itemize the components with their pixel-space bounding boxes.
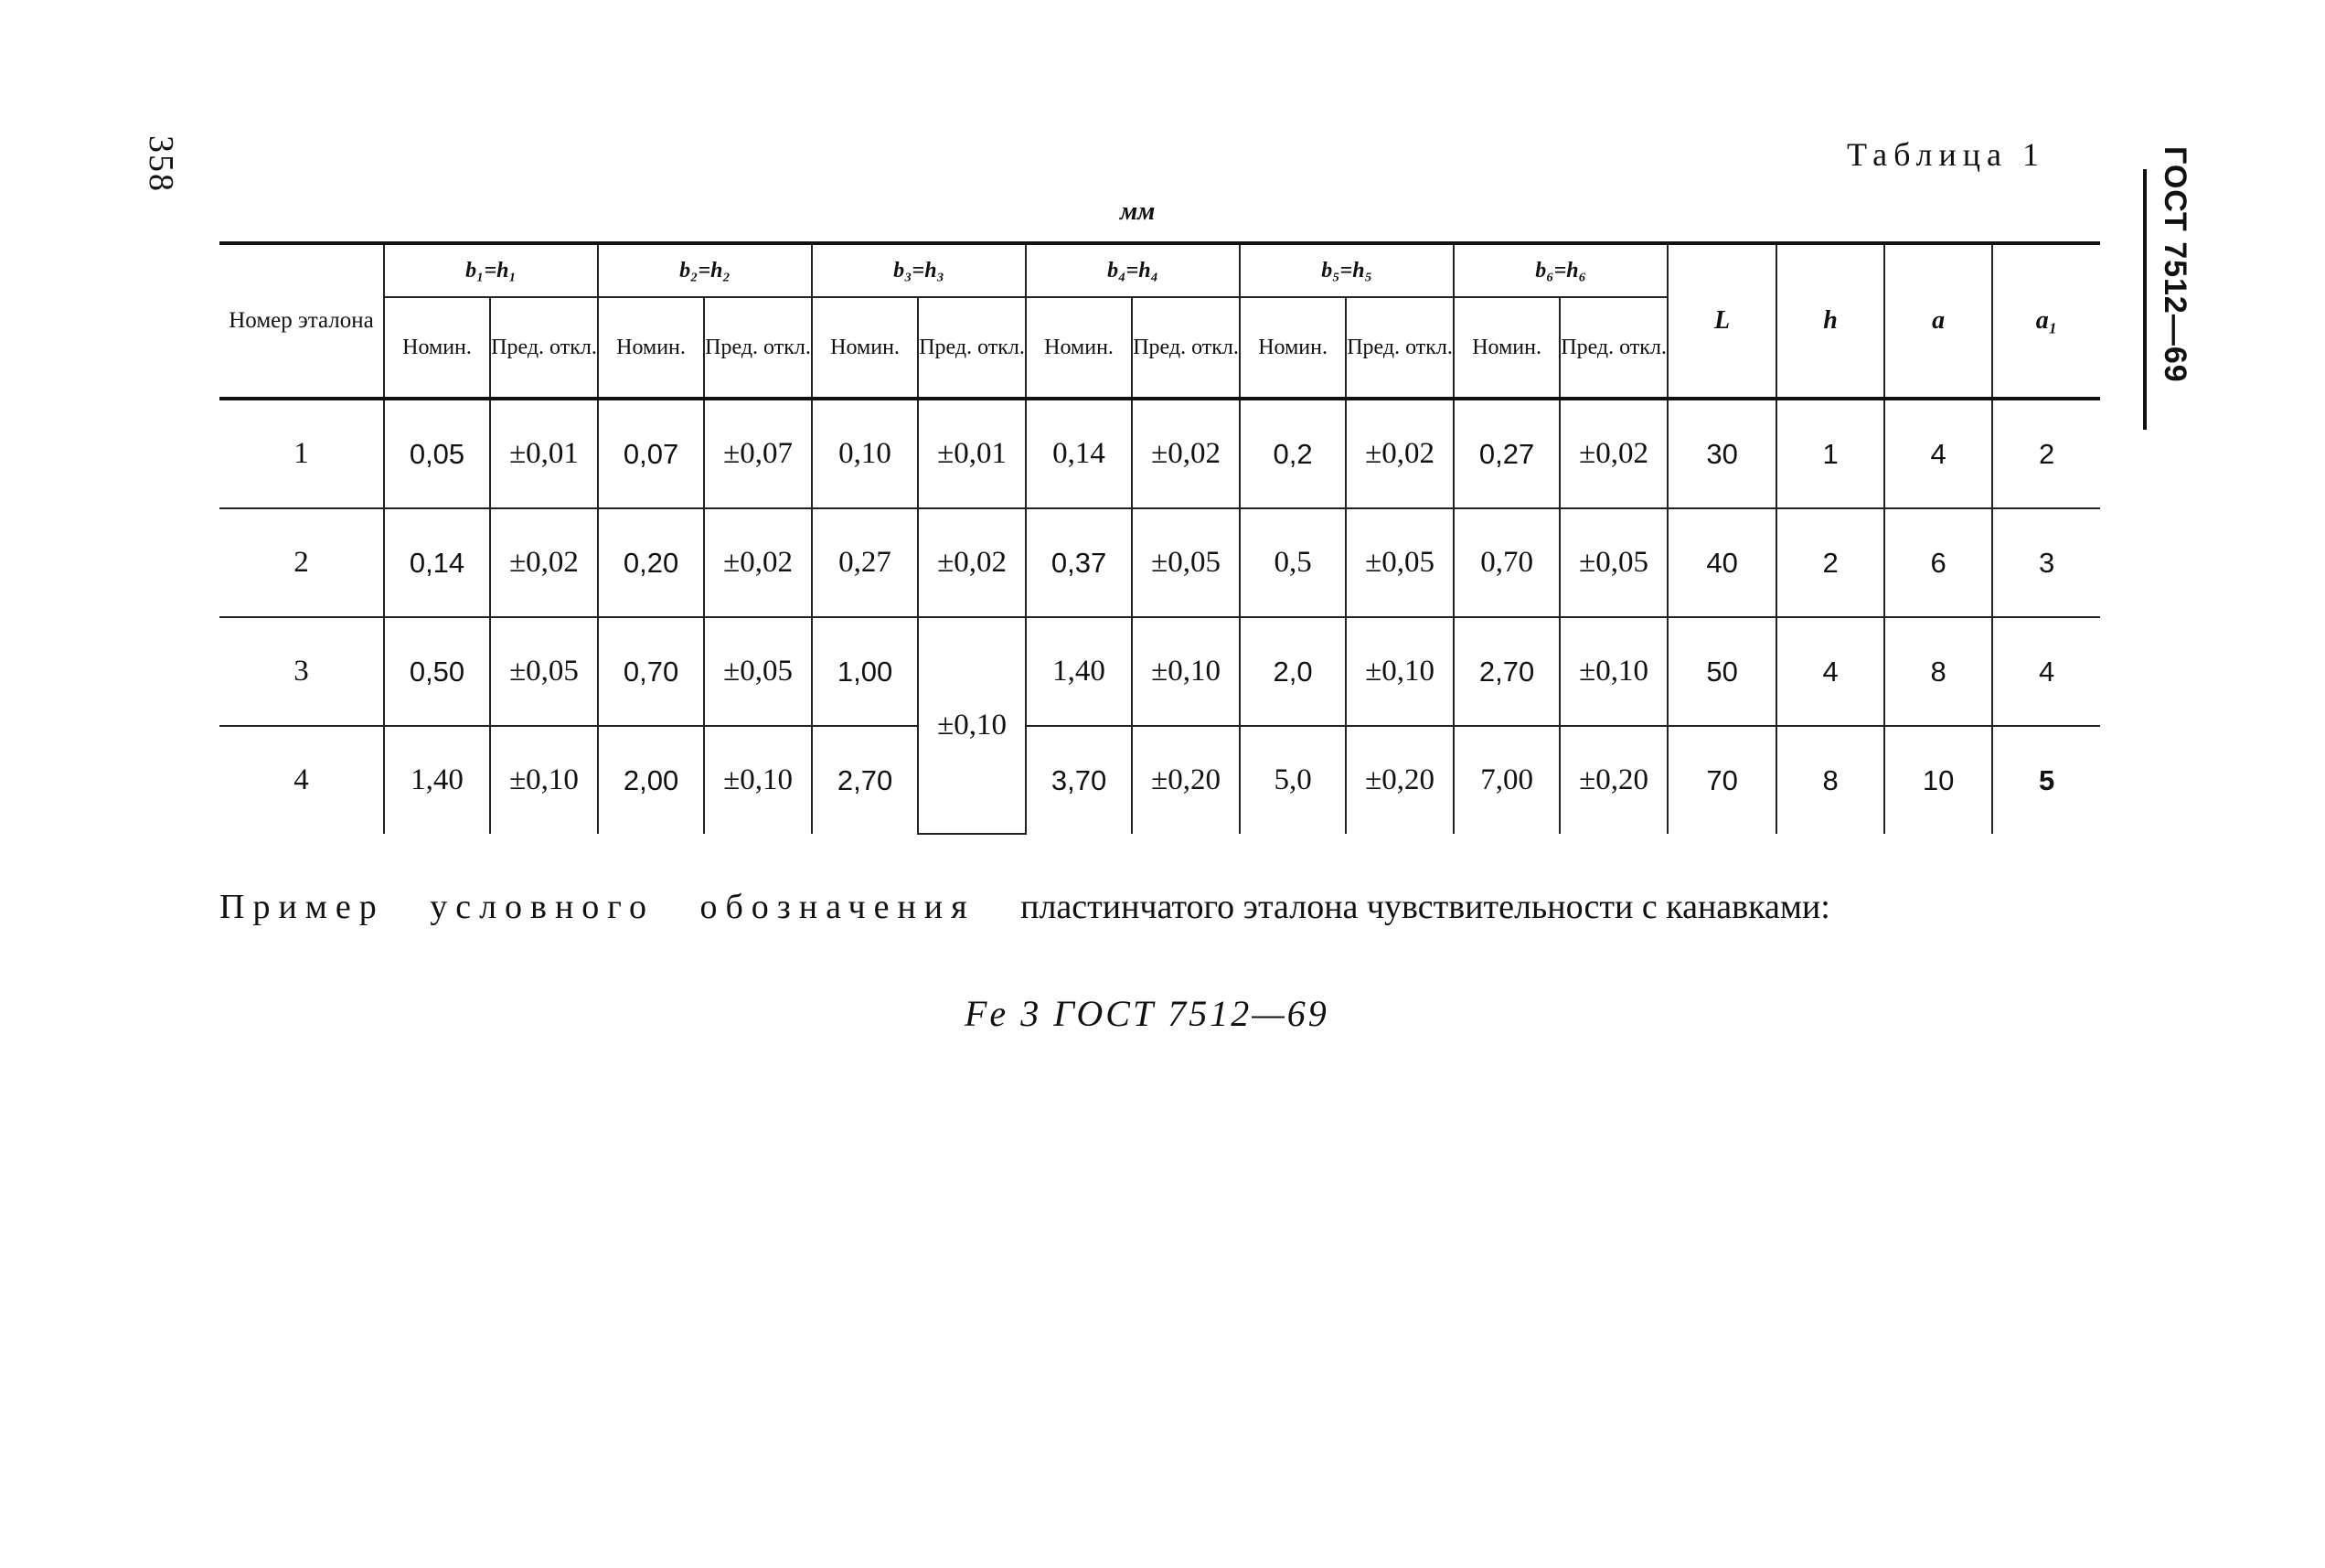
- cell-b4: 3,70: [1026, 726, 1132, 834]
- standard-side-label: ГОСТ 7512—69: [2158, 146, 2192, 383]
- cell-t2: ±0,02: [704, 508, 812, 617]
- cell-t5: ±0,10: [1346, 617, 1454, 726]
- cell-b3: 2,70: [812, 726, 918, 834]
- group-header-2: b₂=h₂: [598, 243, 812, 297]
- row-header: Номер эталона: [219, 243, 384, 399]
- cell-a: 10: [1884, 726, 1992, 834]
- cell-b1: 0,14: [384, 508, 490, 617]
- cell-b3: 0,27: [812, 508, 918, 617]
- cell-b3: 0,10: [812, 399, 918, 508]
- cell-t5: ±0,05: [1346, 508, 1454, 617]
- cell-b5: 0,5: [1240, 508, 1346, 617]
- cell-t1: ±0,02: [490, 508, 598, 617]
- cell-t6: ±0,20: [1560, 726, 1668, 834]
- page-number: 358: [142, 135, 180, 193]
- header-L: L: [1668, 243, 1776, 399]
- example-paragraph: [219, 887, 2085, 927]
- example-word-1: Пример: [219, 888, 385, 926]
- example-word-3: обозначения: [699, 888, 976, 926]
- cell-a1: 5: [1992, 726, 2100, 834]
- cell-L: 50: [1668, 617, 1776, 726]
- subheader-tolerance: Пред. откл.: [918, 297, 1026, 399]
- cell-t3-merged: ±0,10: [918, 617, 1026, 834]
- subheader-nominal: Номин.: [598, 297, 704, 399]
- table-row: [219, 508, 2100, 617]
- cell-b4: 0,37: [1026, 508, 1132, 617]
- row-number: 1: [219, 399, 384, 508]
- cell-b6: 0,27: [1454, 399, 1560, 508]
- cell-h: 2: [1776, 508, 1884, 617]
- cell-b2: 0,07: [598, 399, 704, 508]
- table-row: [219, 399, 2100, 508]
- header-a: a: [1884, 243, 1992, 399]
- subheader-nominal: Номин.: [812, 297, 918, 399]
- cell-b5: 2,0: [1240, 617, 1346, 726]
- cell-b4: 1,40: [1026, 617, 1132, 726]
- standards-table: [219, 241, 2100, 835]
- row-number: 2: [219, 508, 384, 617]
- cell-b2: 2,00: [598, 726, 704, 834]
- unit-label: мм: [1120, 197, 1156, 226]
- cell-t2: ±0,05: [704, 617, 812, 726]
- cell-t4: ±0,20: [1132, 726, 1240, 834]
- cell-t2: ±0,10: [704, 726, 812, 834]
- cell-a: 8: [1884, 617, 1992, 726]
- row-number: 3: [219, 617, 384, 726]
- subheader-nominal: Номин.: [1026, 297, 1132, 399]
- cell-b1: 0,05: [384, 399, 490, 508]
- cell-a1: 2: [1992, 399, 2100, 508]
- subheader-tolerance: Пред. откл.: [490, 297, 598, 399]
- cell-b5: 5,0: [1240, 726, 1346, 834]
- cell-a1: 4: [1992, 617, 2100, 726]
- cell-b1: 1,40: [384, 726, 490, 834]
- cell-b6: 7,00: [1454, 726, 1560, 834]
- cell-a: 4: [1884, 399, 1992, 508]
- example-rest: пластинчатого эталона чувствительности с канавками:: [1020, 888, 1830, 926]
- cell-t5: ±0,20: [1346, 726, 1454, 834]
- cell-b4: 0,14: [1026, 399, 1132, 508]
- cell-t6: ±0,02: [1560, 399, 1668, 508]
- cell-t6: ±0,05: [1560, 508, 1668, 617]
- cell-b6: 2,70: [1454, 617, 1560, 726]
- cell-t1: ±0,10: [490, 726, 598, 834]
- header-a1: a₁: [1992, 243, 2100, 399]
- subheader-nominal: Номин.: [384, 297, 490, 399]
- group-header-5: b₅=h₅: [1240, 243, 1454, 297]
- subheader-nominal: Номин.: [1240, 297, 1346, 399]
- cell-t6: ±0,10: [1560, 617, 1668, 726]
- cell-a1: 3: [1992, 508, 2100, 617]
- group-header-3: b₃=h₃: [812, 243, 1026, 297]
- subheader-tolerance: Пред. откл.: [1346, 297, 1454, 399]
- cell-h: 1: [1776, 399, 1884, 508]
- subheader-nominal: Номин.: [1454, 297, 1560, 399]
- group-header-4: b₄=h₄: [1026, 243, 1240, 297]
- cell-t4: ±0,10: [1132, 617, 1240, 726]
- cell-t4: ±0,02: [1132, 399, 1240, 508]
- cell-a: 6: [1884, 508, 1992, 617]
- cell-b1: 0,50: [384, 617, 490, 726]
- cell-t1: ±0,01: [490, 399, 598, 508]
- group-header-1: b₁=h₁: [384, 243, 598, 297]
- cell-b2: 0,70: [598, 617, 704, 726]
- cell-t2: ±0,07: [704, 399, 812, 508]
- cell-b6: 0,70: [1454, 508, 1560, 617]
- cell-h: 8: [1776, 726, 1884, 834]
- cell-t1: ±0,05: [490, 617, 598, 726]
- cell-b2: 0,20: [598, 508, 704, 617]
- cell-b5: 0,2: [1240, 399, 1346, 508]
- example-designation: Fe 3 ГОСТ 7512—69: [965, 993, 1329, 1034]
- cell-t4: ±0,05: [1132, 508, 1240, 617]
- header-h: h: [1776, 243, 1884, 399]
- subheader-tolerance: Пред. откл.: [704, 297, 812, 399]
- standards-table-container: [219, 241, 2089, 835]
- group-header-6: b₆=h₆: [1454, 243, 1668, 297]
- side-rule: [2143, 169, 2147, 430]
- example-word-2: условного: [430, 888, 655, 926]
- cell-L: 30: [1668, 399, 1776, 508]
- cell-h: 4: [1776, 617, 1884, 726]
- row-number: 4: [219, 726, 384, 834]
- cell-t3: ±0,01: [918, 399, 1026, 508]
- subheader-tolerance: Пред. откл.: [1560, 297, 1668, 399]
- cell-b3: 1,00: [812, 617, 918, 726]
- cell-L: 40: [1668, 508, 1776, 617]
- table-row: [219, 617, 2100, 726]
- table-row: [219, 726, 2100, 834]
- cell-L: 70: [1668, 726, 1776, 834]
- cell-t5: ±0,02: [1346, 399, 1454, 508]
- subheader-tolerance: Пред. откл.: [1132, 297, 1240, 399]
- table-caption: Таблица 1: [1847, 136, 2045, 173]
- cell-t3: ±0,02: [918, 508, 1026, 617]
